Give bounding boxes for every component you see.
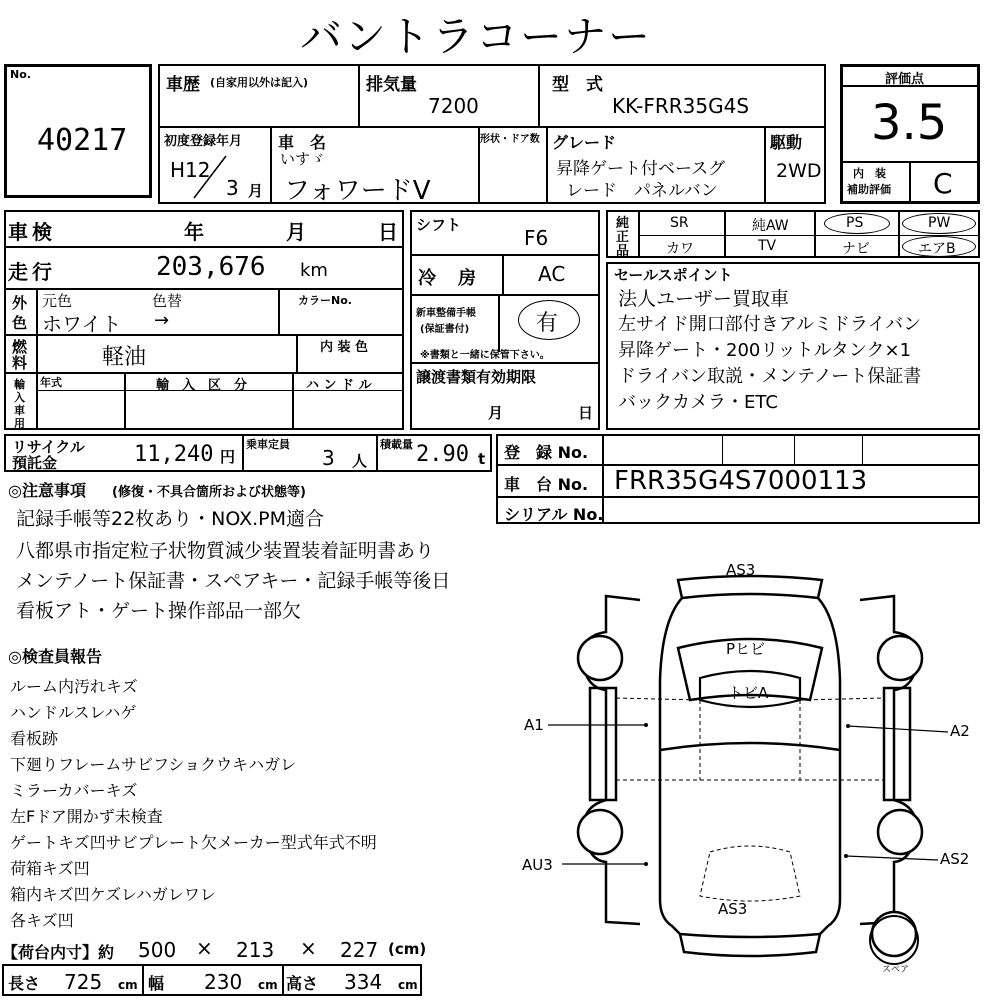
inspector-line-10: 各キズ凹 — [10, 911, 74, 930]
history-label: 車歴 — [166, 75, 200, 95]
diagram-label-bottom: AS3 — [718, 900, 748, 918]
transfer-month: 月 — [488, 404, 504, 422]
equip-leather: カワ — [666, 241, 694, 257]
equipment-table — [606, 210, 980, 258]
inspector-line-2: ハンドルスレハゲ — [10, 703, 137, 722]
first-reg-slash — [190, 154, 230, 200]
maint-label-2: (保証書付) — [420, 324, 470, 335]
page-title: バントラコーナー — [300, 12, 653, 61]
diagram-label-p-hibi: Pヒビ — [726, 640, 766, 658]
first-reg-month: 3 — [226, 176, 239, 200]
fuel-value: 軽油 — [102, 345, 147, 370]
lot-label: No. — [10, 68, 31, 81]
sales-point-5: バックカメラ・ETC — [618, 392, 778, 413]
equip-pw: PW — [928, 215, 951, 231]
car-name: フォワードV — [284, 176, 431, 206]
length-label: 長さ — [8, 974, 41, 993]
shift-value: F6 — [524, 226, 549, 250]
interior-score: C — [933, 167, 953, 200]
cargo-dim-1: 500 — [138, 938, 177, 962]
middle-info-table — [410, 210, 600, 430]
cargo-times-1: × — [196, 936, 213, 960]
spare-tire-icon — [866, 912, 922, 968]
capacity-unit: 人 — [352, 452, 368, 470]
serial-label: シリアル No. — [504, 505, 604, 524]
lot-number: 40217 — [37, 123, 128, 158]
length-unit: cm — [118, 978, 138, 992]
color-change-label: 色替 — [152, 292, 183, 310]
length-value: 725 — [64, 970, 103, 994]
inspector-line-1: ルーム内汚れキズ — [10, 677, 138, 696]
inspector-line-9: 箱内キズ凹ケズレハガレワレ — [10, 885, 216, 904]
displacement-label: 排気量 — [366, 75, 417, 95]
transfer-label: 譲渡書類有効期限 — [416, 368, 537, 386]
registration-table — [496, 434, 980, 524]
inspection-label: 車検 — [8, 220, 56, 244]
cargo-dim-2: 213 — [236, 938, 275, 962]
interior-label-1: 内 装 — [853, 167, 886, 180]
load-label: 積載量 — [380, 438, 413, 451]
shift-label: シフト — [416, 216, 462, 234]
import-year-label: 年式 — [40, 376, 62, 389]
import-label-3: 車 — [14, 404, 25, 417]
import-label-4: 用 — [14, 417, 25, 430]
grade-line1: 昇降ゲート付ベースグ — [556, 159, 726, 179]
chassis-value: FRR35G4S7000113 — [614, 466, 868, 496]
left-info-table — [4, 210, 404, 430]
equip-sr: SR — [670, 215, 689, 231]
equip-label-1: 純 — [616, 216, 630, 231]
diagram-label-as2: AS2 — [940, 850, 970, 868]
chassis-label: 車 台 No. — [504, 475, 589, 494]
inspector-heading: ◎検査員報告 — [8, 647, 102, 666]
drive-value: 2WD — [776, 160, 822, 182]
score-label: 評価点 — [885, 72, 925, 87]
color-label-1: 外 — [12, 294, 28, 312]
score-value: 3.5 — [871, 95, 948, 151]
grade-line2: レード パネルバン — [566, 181, 718, 201]
sales-point-2: 左サイド開口部付きアルミドライバン — [618, 314, 922, 335]
recycle-label-2: 預託金 — [12, 454, 58, 472]
fuel-label-2: 料 — [12, 354, 28, 372]
inspector-line-8: 荷箱キズ凹 — [10, 859, 90, 878]
cargo-heading: 【荷台内寸】約 — [2, 943, 115, 962]
import-label-2: 入 — [14, 391, 25, 404]
color-arrow: → — [154, 310, 170, 331]
inspector-line-6: 左Fドア開かず未検査 — [10, 807, 163, 826]
maint-label-1: 新車整備手帳 — [416, 308, 476, 319]
equip-label-3: 品 — [616, 244, 630, 259]
lot-box — [4, 64, 152, 198]
equip-label-2: 正 — [616, 230, 630, 245]
registration-label: 登 録 No. — [504, 443, 589, 462]
interior-label-2: 補助評価 — [847, 183, 891, 196]
capacity-value: 3 — [322, 446, 335, 470]
recycle-label-1: リサイクル — [12, 438, 85, 456]
mileage-unit: km — [300, 260, 328, 281]
inspector-line-5: ミラーカバーキズ — [10, 781, 138, 800]
notes-sub: (修復・不具合箇所および状態等) — [112, 485, 306, 500]
inspector-line-3: 看板跡 — [10, 729, 59, 748]
cargo-times-2: × — [300, 936, 317, 960]
sales-points-box — [606, 262, 980, 430]
equip-navi: ナビ — [842, 241, 870, 257]
import-handle-label: ハ ン ド ル — [306, 378, 372, 393]
height-unit: cm — [398, 978, 418, 992]
ac-value: AC — [538, 262, 566, 286]
recycle-value: 11,240 — [134, 442, 214, 467]
first-reg-month-unit: 月 — [248, 182, 264, 200]
load-unit: t — [478, 450, 486, 468]
width-label: 幅 — [148, 974, 165, 993]
color-label-2: 色 — [12, 314, 28, 332]
note-line-2: 八都県市指定粒子状物質減少装置装着証明書あり — [16, 540, 435, 562]
shape-label: 形状・ドア数 — [480, 134, 540, 145]
capacity-label: 乗車定員 — [246, 438, 290, 451]
maint-value: 有 — [536, 311, 559, 336]
note-line-4: 看板アト・ゲート操作部品一部欠 — [16, 600, 302, 622]
inspection-month: 月 — [286, 220, 306, 244]
fuel-label-1: 燃 — [12, 338, 28, 356]
height-label: 高さ — [286, 974, 319, 993]
size-table — [2, 964, 422, 996]
import-label-1: 輸 — [14, 378, 25, 391]
sales-point-3: 昇降ゲート・200リットルタンク×1 — [618, 340, 912, 361]
mileage-label: 走行 — [8, 260, 56, 284]
cargo-unit: (cm) — [388, 940, 427, 958]
color-code-label: カラーNo. — [298, 294, 352, 307]
diagram-label-t-hibi: トビA — [728, 684, 769, 702]
first-reg-era: H12 — [170, 158, 211, 182]
car-maker: いすゞ — [280, 150, 326, 168]
diagram-label-a2: A2 — [950, 722, 970, 740]
cargo-dim-3: 227 — [340, 938, 379, 962]
color-value: ホワイト — [42, 312, 122, 336]
recycle-row — [4, 434, 492, 472]
recycle-unit: 円 — [220, 448, 236, 466]
score-box — [840, 64, 980, 204]
width-value: 230 — [204, 970, 243, 994]
note-line-1: 記録手帳等22枚あり・NOX.PM適合 — [16, 508, 325, 530]
drive-label: 駆動 — [770, 133, 803, 152]
displacement-value: 7200 — [428, 94, 479, 118]
model-value: KK-FRR35G4S — [612, 94, 750, 118]
equip-aw: 純AW — [752, 218, 789, 234]
interior-color-label: 内 装 色 — [320, 340, 369, 355]
car-name-label: 車 名 — [278, 133, 327, 152]
note-line-3: メンテノート保証書・スペアキー・記録手帳等後日 — [16, 570, 451, 592]
inspector-line-7: ゲートキズ凹サビプレート欠メーカー型式年式不明 — [10, 833, 377, 852]
vehicle-damage-diagram — [500, 560, 1000, 980]
maint-note: ※書類と一緒に保管下さい。 — [420, 350, 550, 361]
equip-tv: TV — [758, 238, 777, 254]
spare-label: スペア — [882, 965, 910, 975]
ac-label: 冷 房 — [418, 268, 478, 289]
color-orig-label: 元色 — [42, 292, 73, 310]
inspection-year: 年 — [184, 220, 204, 244]
notes-heading: ◎注意事項 — [8, 481, 86, 500]
diagram-label-au3: AU3 — [522, 856, 553, 874]
load-value: 2.90 — [416, 442, 469, 467]
sales-point-1: 法人ユーザー買取車 — [618, 288, 790, 310]
equip-airbag: エアB — [918, 241, 956, 257]
sales-points-label: セールスポイント — [614, 266, 733, 284]
width-unit: cm — [258, 978, 278, 992]
inspection-day: 日 — [378, 220, 398, 244]
height-value: 334 — [344, 970, 383, 994]
equip-ps: PS — [846, 215, 864, 231]
mileage-value: 203,676 — [156, 252, 266, 282]
import-division-label: 輸 入 区 分 — [156, 378, 248, 393]
vehicle-header-table — [158, 64, 826, 204]
inspector-line-4: 下廻りフレームサビフショクウキハガレ — [10, 755, 297, 774]
model-label: 型 式 — [552, 75, 603, 95]
first-reg-label: 初度登録年月 — [164, 134, 243, 149]
grade-label: グレード — [552, 133, 617, 152]
sales-point-4: ドライバン取説・メンテノート保証書 — [618, 366, 922, 387]
transfer-day: 日 — [578, 404, 594, 422]
diagram-label-a1: A1 — [524, 716, 544, 734]
history-note: (自家用以外は記入) — [210, 76, 309, 89]
diagram-label-top: AS3 — [726, 561, 756, 579]
